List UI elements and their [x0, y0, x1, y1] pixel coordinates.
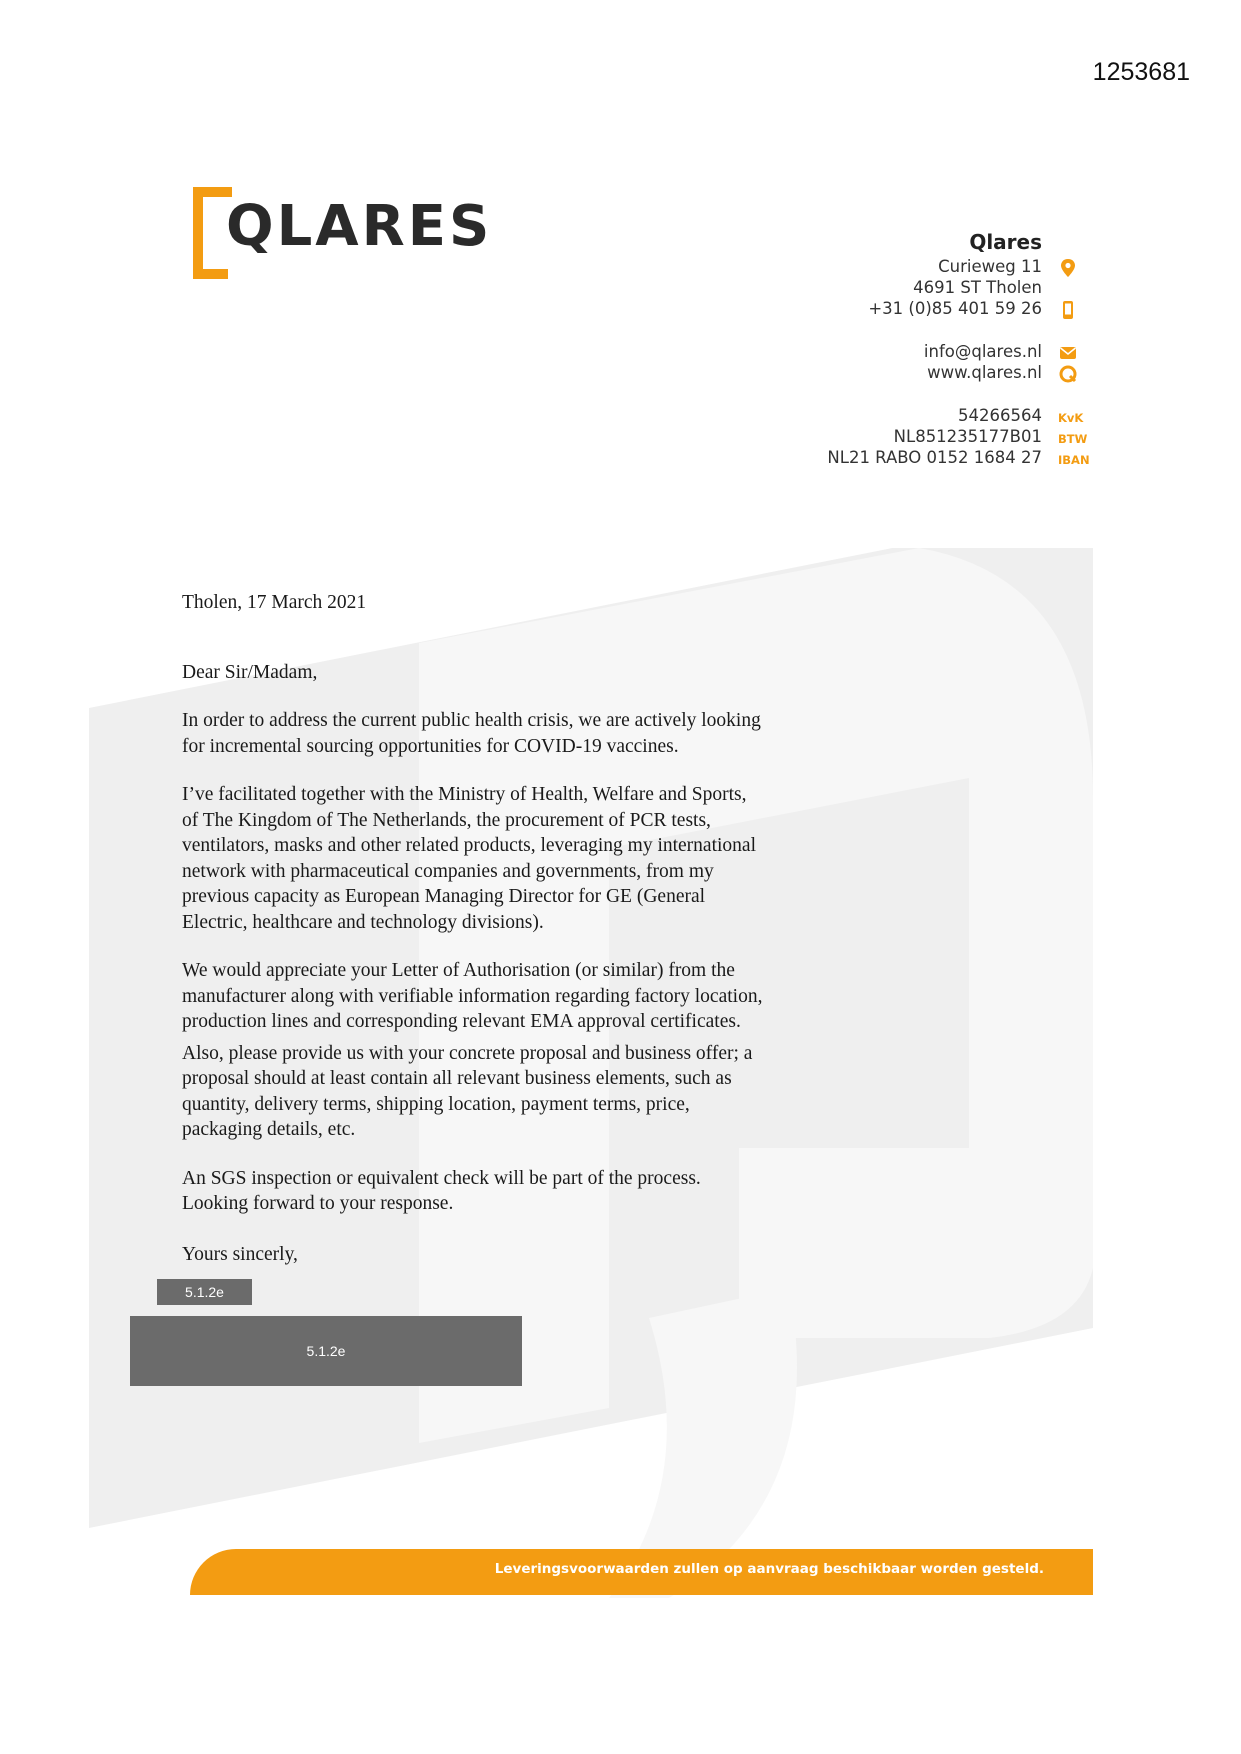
city-address: 4691 ST Tholen [913, 278, 1042, 297]
iban-tag: IBAN [1058, 453, 1090, 467]
email-icon [1058, 343, 1078, 363]
footer-terms-text: Leveringsvoorwaarden zullen op aanvraag beschikbaar worden gesteld. [494, 1561, 1044, 1577]
btw-number: NL851235177B01 [893, 427, 1042, 446]
email-address: info@qlares.nl [923, 342, 1042, 361]
paragraph-line: In order to address the current public health crisis, we are actively looking [182, 710, 761, 731]
btw-tag: BTW [1058, 432, 1088, 446]
paragraph-line: packaging details, etc. [182, 1119, 356, 1140]
place-date: Tholen, 17 March 2021 [182, 592, 367, 613]
paragraph-line: production lines and corresponding relevant EMA approval certificates. [182, 1011, 741, 1032]
kvk-number: 54266564 [958, 406, 1042, 425]
paragraph-line: We would appreciate your Letter of Authorisation (or similar) from the [182, 960, 735, 981]
paragraph-line: manufacturer along with verifiable information regarding factory location, [182, 985, 763, 1007]
paragraph-line: ventilators, masks and other related products, leveraging my international [182, 835, 756, 856]
website-url: www.qlares.nl [927, 363, 1042, 382]
paragraph-line: for incremental sourcing opportunities for COVID-19 vaccines. [182, 735, 679, 757]
paragraph-line: I’ve facilitated together with the Ministry of Health, Welfare and Sports, [182, 784, 747, 805]
company-name: Qlares [969, 230, 1042, 254]
footer-bar [190, 1549, 1093, 1595]
paragraph-line: proposal should at least contain all relevant business elements, such as [182, 1068, 732, 1089]
paragraph-2 [182, 782, 842, 935]
paragraph-line: Also, please provide us with your concrete proposal and business offer; a [182, 1042, 753, 1064]
mobile-phone-icon [1058, 300, 1078, 320]
closing: Yours sincerly, [182, 1243, 298, 1265]
phone-number: +31 (0)85 401 59 26 [868, 299, 1042, 318]
iban-number: NL21 RABO 0152 1684 27 [827, 448, 1042, 467]
letter-body [182, 590, 842, 1267]
paragraph-line: of The Kingdom of The Netherlands, the procurement of PCR tests, [182, 809, 711, 831]
paragraph-line: Looking forward to your response. [182, 1193, 454, 1214]
paragraph-line: previous capacity as European Managing Director for GE (General [182, 886, 706, 907]
logo-text: QLARES [226, 194, 493, 259]
paragraph-line: Electric, healthcare and technology divisions). [182, 911, 544, 933]
paragraph-1 [182, 708, 842, 759]
salutation: Dear Sir/Madam, [182, 661, 318, 683]
website-icon [1058, 364, 1078, 384]
paragraph-5 [182, 1166, 842, 1217]
document-id: 1253681 [1092, 58, 1190, 86]
redaction-box-name: 5.1.2e [157, 1279, 252, 1305]
redaction-box-signature: 5.1.2e [130, 1316, 522, 1386]
paragraph-4 [182, 1041, 842, 1143]
location-pin-icon [1058, 258, 1078, 278]
street-address: Curieweg 11 [938, 257, 1042, 276]
qlares-logo [188, 186, 518, 282]
paragraph-line: network with pharmaceutical companies and governments, from my [182, 860, 714, 882]
paragraph-3 [182, 958, 842, 1035]
kvk-tag: KvK [1058, 411, 1084, 425]
paragraph-line: An SGS inspection or equivalent check will be part of the process. [182, 1167, 701, 1189]
paragraph-line: quantity, delivery terms, shipping location, payment terms, price, [182, 1093, 690, 1115]
